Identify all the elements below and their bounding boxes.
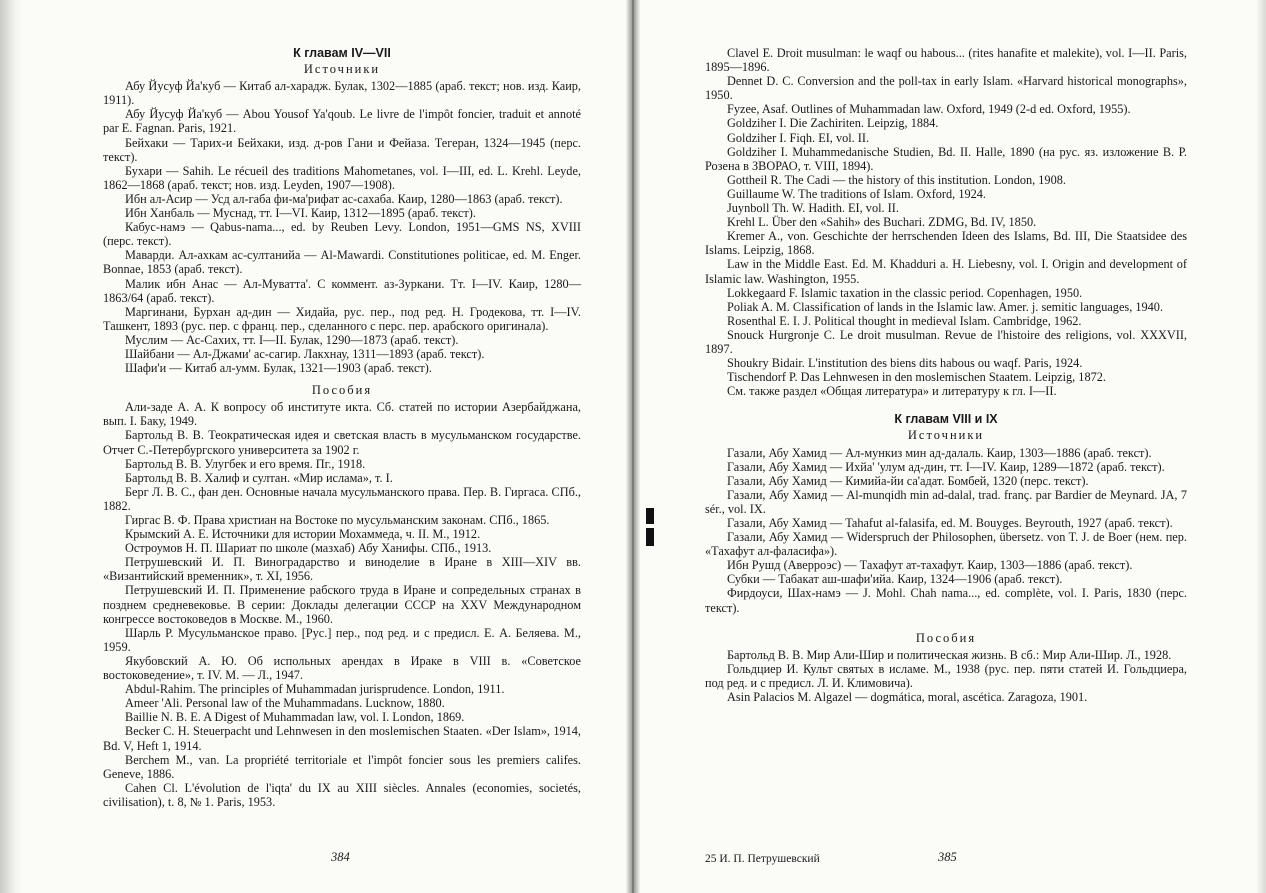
bibliography-entry: Шарль Р. Мусульманское право. [Рус.] пер., под ред. и с предисл. Е. А. Беляева. М., 1959. — [103, 625, 581, 654]
bibliography-entry: Бартольд В. В. Улугбек и его время. Пг., 1918. — [125, 456, 366, 471]
page-number: 385 — [938, 850, 957, 864]
bibliography-entry: Али-заде А. А. К вопросу об институте икта. Сб. статей по истории Азербайджана, вып. I. Баку, 1949. — [103, 400, 581, 429]
bibliography-entry: Ameer 'Ali. Personal law of the Muhammadans. Lucknow, 1880. — [125, 696, 445, 711]
bibliography-entry: Law in the Middle East. Ed. M. Khadduri a. H. Liebesny, vol. I. Origin and development of Islamic law. Washington, 1955. — [705, 257, 1187, 286]
bibliography-entry: Бартольд В. В. Теократическая идея и светская власть в мусульманском государстве. Отчет С.-Петербургского университета за 1902 г. — [103, 428, 581, 457]
sources-list — [103, 79, 581, 375]
bibliography-entry: Guillaume W. The traditions of Islam. Oxford, 1924. — [727, 186, 986, 201]
bibliography-entry: Dennet D. C. Conversion and the poll-tax in early Islam. «Harvard historical monographs», 1950. — [705, 74, 1187, 103]
bibliography-entry: Фирдоуси, Шах-намэ — J. Mohl. Chah nama..., ed. complète, vol. I. Paris, 1830 (перс. текст). — [705, 586, 1187, 615]
bibliography-entry: Krehl L. Über den «Sahih» des Buchari. ZDMG, Bd. IV, 1850. — [727, 215, 1037, 230]
book-spine — [626, 0, 640, 893]
bibliography-entry: Петрушевский И. П. Виноградарство и виноделие в Иране в XIII—XIV вв. «Византийский временник», т. XI, 1956. — [103, 555, 581, 584]
bibliography-entry: Snouck Hurgronje C. Le droit musulman. Revue de l'histoire des religions, vol. XXXVII, 1897. — [705, 327, 1187, 356]
bibliography-entry: Becker C. H. Steuerpacht und Lehnwesen in den moslemischen Staaten. «Der Islam», 1914, Bd. V, Heft 1, 1914. — [103, 724, 581, 753]
bibliography-entry: Абу Йусуф Йа'куб — Abou Yousof Ya'qoub. Le livre de l'impôt foncier, traduit et annoté par E. Fagnan. Paris, 1921. — [103, 107, 581, 136]
bibliography-entry: Кабус-намэ — Qabus-nama..., ed. by Reuben Levy. London, 1951—GMS NS, XVIII (перс. текст). — [103, 220, 581, 249]
bibliography-entry: Бейхаки — Тарих-и Бейхаки, изд. д-ров Гани и Фейаза. Тегеран, 1324—1945 (перс. текст). — [103, 135, 581, 164]
bibliography-entry: Ибн ал-Асир — Усд ал-габа фи-ма'рифат ас-сахаба. Каир, 1280—1863 (араб. текст). — [125, 191, 563, 206]
continued-list — [705, 46, 1187, 398]
gutter-mark — [646, 528, 654, 546]
bibliography-entry: Shoukry Bidair. L'institution des biens dits habous ou waqf. Paris, 1924. — [727, 356, 1083, 371]
bibliography-entry: Маварди. Ал-ахкам ас-султанийа — Al-Mawardi. Constitutiones politicae, ed. M. Enger. Bonnae, 1853 (араб. текст). — [103, 248, 581, 277]
bibliography-entry: Шафи'и — Китаб ал-умм. Булак, 1321—1903 (араб. текст). — [125, 361, 432, 376]
bibliography-entry: Cahen Cl. L'évolution de l'iqta' du IX au XIII siècles. Annales (economies, societés, civilisation), t. 8, № 1. Paris, 1953. — [103, 780, 581, 809]
bibliography-entry: Абу Йусуф Йа'куб — Китаб ал-харадж. Булак, 1302—1885 (араб. текст; нов. изд. Каир, 1911). — [103, 79, 581, 108]
bibliography-entry: Lokkegaard F. Islamic taxation in the classic period. Copenhagen, 1950. — [727, 285, 1083, 300]
gutter-mark — [646, 508, 654, 524]
aids-title: Пособия — [915, 630, 977, 645]
bibliography-entry: Газали, Абу Хамид — Кимийа-йи са'адат. Бомбей, 1320 (перс. текст). — [727, 473, 1089, 488]
bibliography-entry: Маргинани, Бурхан ад-дин — Хидайа, рус. пер., под ред. Н. Гродекова, тт. I—IV. Ташкент, 1893 (рус. пер. с франц. пер., сделанного с перс. пер. арабского оригинала). — [103, 304, 581, 333]
bibliography-entry: Газали, Абу Хамид — Widerspruch der Philosophen, übersetz. von T. J. de Boer (нем. пер. «Тахафут ал-фаласифа»). — [705, 530, 1187, 559]
left-column — [103, 46, 581, 809]
bibliography-entry: Ибн Рушд (Аверроэс) — Тахафут ат-тахафут. Каир, 1303—1886 (араб. текст). — [727, 558, 1133, 573]
bibliography-entry: Петрушевский И. П. Применение рабского труда в Иране и сопредельных странах в позднем средневековье. В серии: Доклады делегации СССР на XXV Международном конгрессе востоковедов в Москве. М., 1960. — [103, 583, 581, 626]
bibliography-entry: Газали, Абу Хамид — Al-munqidh min ad-dalal, trad. franç. par Bardier de Meynard. JA, 7 sér., vol. IX. — [705, 487, 1187, 516]
page-edge-shadow — [0, 0, 22, 893]
bibliography-entry: Berchem M., van. La propriété territoriale et l'impôt foncier sous les premiers califes. Geneve, 1886. — [103, 752, 581, 781]
bibliography-entry: Baillie N. B. E. A Digest of Muhammadan law, vol. I. London, 1869. — [125, 710, 465, 725]
printer-signature: 25 И. П. Петрушевский — [705, 853, 820, 865]
page-edge-shadow — [1256, 0, 1266, 893]
aids-list — [705, 648, 1187, 704]
bibliography-entry: Goldziher I. Muhammedanische Studien, Bd. II. Halle, 1890 (на рус. яз. изложение В. Р. Розена в ЗВОРАО, т. VIII, 1894). — [705, 144, 1187, 173]
page-number: 384 — [331, 850, 350, 864]
bibliography-entry: Гиргас В. Ф. Права христиан на Востоке по мусульманским законам. СПб., 1865. — [125, 513, 550, 527]
bibliography-entry: Abdul-Rahim. The principles of Muhammadan jurisprudence. London, 1911. — [125, 682, 505, 697]
bibliography-entry: Fyzee, Asaf. Outlines of Muhammadan law. Oxford, 1949 (2-d ed. Oxford, 1955). — [727, 102, 1131, 117]
aids-title: Пособия — [311, 383, 373, 398]
bibliography-entry: Goldziher I. Die Zachiriten. Leipzig, 1884. — [727, 116, 939, 131]
right-page — [633, 0, 1266, 893]
bibliography-entry: Gottheil R. The Cadi — the history of this institution. London, 1908. — [727, 172, 1066, 187]
bibliography-entry: Шайбани — Ал-Джами' ас-сагир. Лакхнау, 1311—1893 (араб. текст). — [125, 346, 485, 361]
bibliography-entry: См. также раздел «Общая литература» и литературу к гл. I—II. — [727, 384, 1057, 399]
bibliography-entry: Asin Palacios M. Algazel — dogmática, moral, ascética. Zaragoza, 1901. — [727, 690, 1088, 705]
bibliography-entry: Газали, Абу Хамид — Ихйа' 'улум ад-дин, тт. I—IV. Каир, 1289—1872 (араб. текст). — [727, 459, 1165, 474]
bibliography-entry: Газали, Абу Хамид — Ал-мункиз мин ад-далаль. Каир, 1303—1886 (араб. текст). — [727, 445, 1152, 460]
bibliography-entry: Juynboll Th. W. Hadith. EI, vol. II. — [727, 201, 899, 216]
chapter-heading: К главам IV—VII — [293, 46, 391, 60]
bibliography-entry: Ибн Ханбаль — Муснад, тт. I—VI. Каир, 1312—1895 (араб. текст). — [125, 206, 476, 221]
bibliography-entry: Якубовский А. Ю. Об испольных арендах в Ираке в VIII в. «Советское востоковедение», т. IV. М. — Л., 1947. — [103, 653, 581, 683]
bibliography-entry: Poliak A. M. Classification of lands in the Islamic law. Amer. j. semitic languages, 1940. — [727, 299, 1164, 314]
sources-title: Источники — [303, 62, 381, 77]
bibliography-entry: Rosenthal E. I. J. Political thought in medieval Islam. Cambridge, 1962. — [727, 313, 1082, 328]
bibliography-entry: Clavel E. Droit musulman: le waqf ou habous... (rites hanafite et malekite), vol. I—II. Paris, 1895—1896. — [705, 46, 1187, 75]
bibliography-entry: Бухари — Sahih. Le récueil des traditions Mahometanes, vol. I—III, ed. L. Krehl. Leyde, 1862—1868 (араб. текст; нов. изд. Leyden, 1907—1908). — [103, 163, 581, 192]
bibliography-entry: Goldziher I. Fiqh. EI, vol. II. — [727, 130, 870, 145]
chapter-heading: К главам VIII и IX — [894, 412, 998, 427]
sources-title: Источники — [907, 428, 985, 443]
bibliography-entry: Бартольд В. В. Мир Али-Шир и политическая жизнь. В сб.: Мир Али-Шир. Л., 1928. — [727, 647, 1172, 662]
right-column — [705, 46, 1187, 704]
bibliography-entry: Муслим — Ас-Сахих, тт. I—II. Булак, 1290—1873 (араб. текст). — [125, 332, 459, 347]
aids-list — [103, 400, 581, 809]
bibliography-entry: Бартольд В. В. Халиф и султан. «Мир ислама», т. I. — [125, 470, 393, 485]
bibliography-entry: Tischendorf P. Das Lehnwesen in den moslemischen Staatem. Leipzig, 1872. — [727, 370, 1106, 385]
bibliography-entry: Kremer A., von. Geschichte der herrschenden Ideen des Islams, Bd. III, Die Staatsidee des Islams. Leipzig, 1868. — [705, 229, 1187, 258]
bibliography-entry: Остроумов Н. П. Шариат по школе (мазхаб) Абу Ханифы. СПб., 1913. — [125, 541, 492, 556]
bibliography-entry: Крымский А. Е. Источники для истории Мохаммеда, ч. II. М., 1912. — [125, 527, 481, 542]
sources-list — [705, 446, 1187, 615]
bibliography-entry: Субки — Табакат аш-шафи'ийа. Каир, 1324—1906 (араб. текст). — [727, 572, 1063, 587]
bibliography-entry: Гольдциер И. Культ святых в исламе. М., 1938 (рус. пер. пяти статей И. Гольдциера, под ред. и с предисл. Л. И. Климовича). — [705, 661, 1187, 690]
bibliography-entry: Малик ибн Анас — Ал-Муватта'. С коммент. аз-Зуркани. Тт. I—IV. Каир, 1280—1863/64 (араб. текст). — [103, 276, 581, 305]
bibliography-entry: Берг Л. В. С., фан ден. Основные начала мусульманского права. Пер. В. Гиргаса. СПб., 1882. — [103, 484, 581, 513]
bibliography-entry: Газали, Абу Хамид — Tahafut al-falasifa, ed. M. Bouyges. Beyrouth, 1927 (араб. текст). — [727, 516, 1173, 530]
